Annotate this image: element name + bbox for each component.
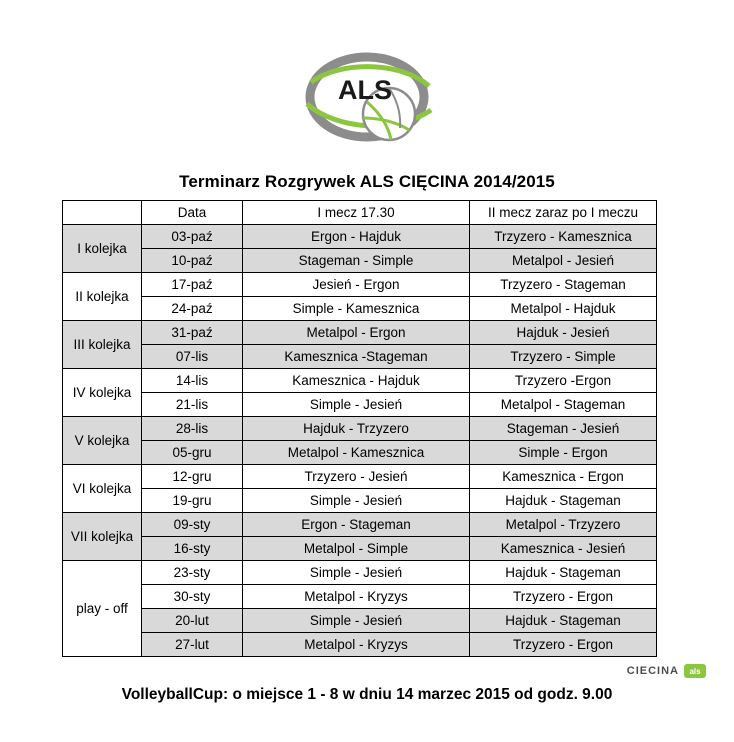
cell-match2: Hajduk - Stageman — [470, 609, 657, 633]
cell-match1: Simple - Jesień — [243, 489, 470, 513]
table-row — [63, 513, 657, 537]
header-match2: II mecz zaraz po I meczu — [470, 201, 657, 225]
table-row — [63, 249, 657, 273]
cell-match2: Metalpol - Stageman — [470, 393, 657, 417]
logo-container — [0, 52, 734, 147]
table-row — [63, 585, 657, 609]
round-label-4: IV kolejka — [63, 369, 142, 417]
cell-match1: Metalpol - Simple — [243, 537, 470, 561]
cell-date: 23-sty — [142, 561, 243, 585]
round-label-1: I kolejka — [63, 225, 142, 273]
ciecina-brand — [627, 664, 706, 678]
cell-date: 14-lis — [142, 369, 243, 393]
cell-match2: Metalpol - Trzyzero — [470, 513, 657, 537]
table-row — [63, 489, 657, 513]
cell-match1: Ergon - Hajduk — [243, 225, 470, 249]
table-row — [63, 537, 657, 561]
cell-match2: Simple - Ergon — [470, 441, 657, 465]
cell-match2: Stageman - Jesień — [470, 417, 657, 441]
round-label-3: III kolejka — [63, 321, 142, 369]
cell-match2: Hajduk - Stageman — [470, 561, 657, 585]
cell-date: 12-gru — [142, 465, 243, 489]
cell-match1: Simple - Jesień — [243, 561, 470, 585]
table-row — [63, 633, 657, 657]
header-date: Data — [142, 201, 243, 225]
schedule-table-container — [62, 200, 657, 657]
cell-match1: Kamesznica - Hajduk — [243, 369, 470, 393]
cell-date: 10-paź — [142, 249, 243, 273]
cell-match2: Hajduk - Stageman — [470, 489, 657, 513]
round-label-6: VI kolejka — [63, 465, 142, 513]
cell-date: 21-lis — [142, 393, 243, 417]
cell-match1: Trzyzero - Jesień — [243, 465, 470, 489]
cell-date: 16-sty — [142, 537, 243, 561]
table-row — [63, 321, 657, 345]
cell-match2: Hajduk - Jesień — [470, 321, 657, 345]
cell-match1: Ergon - Stageman — [243, 513, 470, 537]
cell-date: 03-paź — [142, 225, 243, 249]
table-row — [63, 441, 657, 465]
table-row — [63, 465, 657, 489]
cell-match1: Metalpol - Kryzys — [243, 585, 470, 609]
table-row — [63, 609, 657, 633]
cell-match2: Metalpol - Jesień — [470, 249, 657, 273]
schedule-table — [62, 200, 657, 657]
cell-match2: Trzyzero - Ergon — [470, 585, 657, 609]
cell-match1: Simple - Kamesznica — [243, 297, 470, 321]
cell-match1: Kamesznica -Stageman — [243, 345, 470, 369]
als-badge-icon: als — [684, 664, 706, 678]
cell-date: 28-lis — [142, 417, 243, 441]
footer-note: VolleyballCup: o miejsce 1 - 8 w dniu 14 marzec 2015 od godz. 9.00 — [121, 686, 613, 703]
cell-match1: Simple - Jesień — [243, 609, 470, 633]
table-row — [63, 417, 657, 441]
table-row — [63, 393, 657, 417]
cell-match1: Metalpol - Ergon — [243, 321, 470, 345]
table-row — [63, 561, 657, 585]
cell-match1: Simple - Jesień — [243, 393, 470, 417]
cell-date: 31-paź — [142, 321, 243, 345]
cell-date: 19-gru — [142, 489, 243, 513]
round-label-7: VII kolejka — [63, 513, 142, 561]
cell-match2: Metalpol - Hajduk — [470, 297, 657, 321]
cell-match2: Trzyzero -Ergon — [470, 369, 657, 393]
cell-date: 24-paź — [142, 297, 243, 321]
cell-date: 20-lut — [142, 609, 243, 633]
cell-date: 05-gru — [142, 441, 243, 465]
cell-date: 09-sty — [142, 513, 243, 537]
table-row — [63, 225, 657, 249]
cell-date: 07-lis — [142, 345, 243, 369]
cell-match2: Trzyzero - Simple — [470, 345, 657, 369]
cell-match2: Kamesznica - Jesień — [470, 537, 657, 561]
table-row — [63, 273, 657, 297]
cell-match1: Metalpol - Kamesznica — [243, 441, 470, 465]
ciecina-brand-text: CIECINA — [626, 665, 679, 677]
header-round — [63, 201, 142, 225]
als-logo — [297, 52, 437, 147]
round-label-2: II kolejka — [63, 273, 142, 321]
cell-match1: Jesień - Ergon — [243, 273, 470, 297]
cell-match2: Kamesznica - Ergon — [470, 465, 657, 489]
cell-date: 27-lut — [142, 633, 243, 657]
cell-date: 30-sty — [142, 585, 243, 609]
cell-date: 17-paź — [142, 273, 243, 297]
table-row — [63, 297, 657, 321]
round-label-5: V kolejka — [63, 417, 142, 465]
table-row — [63, 345, 657, 369]
table-row — [63, 369, 657, 393]
page-title: Terminarz Rozgrywek ALS CIĘCINA 2014/2015 — [179, 172, 555, 191]
round-label-playoff: play - off — [63, 561, 142, 657]
cell-match1: Stageman - Simple — [243, 249, 470, 273]
header-match1: I mecz 17.30 — [243, 201, 470, 225]
cell-match1: Hajduk - Trzyzero — [243, 417, 470, 441]
table-header-row — [63, 201, 657, 225]
als-logo-text: ALS — [338, 75, 392, 105]
cell-match2: Trzyzero - Ergon — [470, 633, 657, 657]
cell-match1: Metalpol - Kryzys — [243, 633, 470, 657]
cell-match2: Trzyzero - Kamesznica — [470, 225, 657, 249]
cell-match2: Trzyzero - Stageman — [470, 273, 657, 297]
